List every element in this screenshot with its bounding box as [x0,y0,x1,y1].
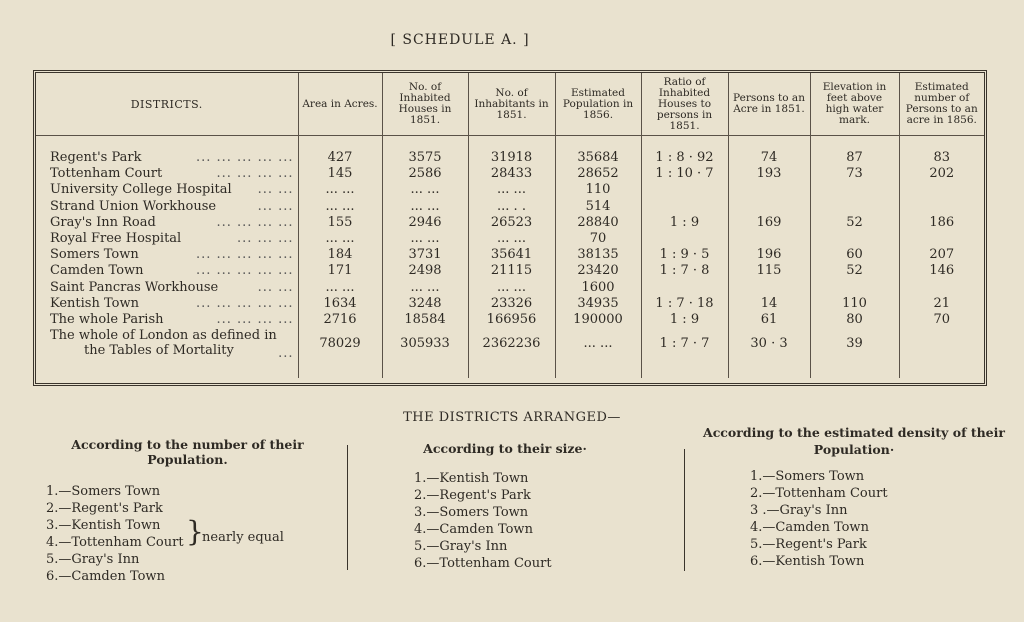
cell-area: ... ... [298,280,382,296]
cell-est: 35684 [555,136,641,167]
header-persons-acre: Persons to an Acre in 1851. [728,73,810,136]
cell-inhabitants: 2362236 [468,328,555,378]
cell-elev: 39 [810,328,899,378]
district-name-cell [36,199,298,215]
column-divider [347,445,348,570]
table-row [36,215,984,231]
cell-per-acre: 74 [728,136,810,167]
cell-ratio: 1 : 9 · 5 [641,247,728,263]
list-item: 6.—Tottenham Court [414,556,552,571]
leader-dots: ... ... [257,182,294,198]
cell-elev: 110 [810,296,899,312]
list-item: 4.—Camden Town [750,520,869,535]
cell-ratio [641,280,728,296]
cell-inhabitants: 26523 [468,215,555,231]
district-name-cell [36,166,298,182]
cell-per-acre [728,199,810,215]
cell-ratio: 1 : 10 · 7 [641,166,728,182]
schedule-title: [ SCHEDULE A. ] [390,32,530,48]
list-item: 4.—Tottenham Court [46,535,184,550]
district-name-cell [36,182,298,198]
cell-est-acre: 207 [929,247,955,263]
cell-houses: 3575 [382,136,468,167]
cell-elev: 73 [810,166,899,182]
district-name-cell [36,296,298,312]
cell-est-acre: 186 [929,214,955,230]
district-name: Camden Town [50,263,144,279]
list-item: 3.—Kentish Town [46,518,161,533]
cell-est-acre [899,280,984,296]
header-est-population: Estimated Population in 1856. [555,73,641,136]
district-name-continued: the Tables of Mortality [84,343,234,359]
cell-area: ... ... [298,182,382,198]
cell-est-acre [899,231,984,247]
cell-area: 2716 [298,312,382,328]
list-item: 1.—Somers Town [46,484,161,499]
cell-per-acre: 14 [728,296,810,312]
cell-inhabitants: ... . . [468,199,555,215]
leader-dots: ... ... ... ... ... [195,247,294,263]
districts-table [36,73,984,378]
cell-houses: 2498 [382,263,468,279]
cell-elev [810,280,899,296]
district-name: Gray's Inn Road [50,214,156,230]
cell-est: 190000 [555,312,641,328]
nearly-equal-brace: } [186,515,204,548]
list-item: 2.—Regent's Park [46,501,163,516]
leader-dots: ... ... ... [237,231,294,247]
header-area: Area in Acres. [298,73,382,136]
cell-est-acre: 21 [933,295,951,311]
table-header-row [36,73,984,136]
cell-area: ... ... [298,199,382,215]
list-item: 6.—Kentish Town [750,554,865,569]
cell-elev [810,182,899,198]
header-districts: DISTRICTS. [36,73,298,136]
table-row [36,247,984,263]
population-heading: According to the number of their Population. [71,437,304,467]
leader-dots: ... [278,346,294,362]
table-row [36,280,984,296]
cell-per-acre [728,280,810,296]
cell-houses: 305933 [382,328,468,378]
district-name: The whole Parish [50,311,164,327]
table-row [36,182,984,198]
cell-per-acre: 193 [728,166,810,182]
cell-inhabitants: ... ... [468,231,555,247]
size-list [390,470,620,572]
cell-elev: 52 [810,215,899,231]
cell-elev: 52 [810,263,899,279]
nearly-equal-note: nearly equal [202,530,284,545]
cell-elev [810,199,899,215]
cell-est: 514 [555,199,641,215]
leader-dots: ... ... ... ... [216,166,294,182]
list-item: 5.—Gray's Inn [414,539,508,554]
cell-per-acre: 196 [728,247,810,263]
header-inhabitants: No. of Inhabitants in 1851. [468,73,555,136]
cell-per-acre: 115 [728,263,810,279]
cell-ratio: 1 : 9 [641,312,728,328]
cell-est-acre: 70 [933,311,951,327]
cell-ratio [641,182,728,198]
cell-elev: 87 [810,136,899,167]
cell-houses: 18584 [382,312,468,328]
table-row [36,312,984,328]
cell-inhabitants: 23326 [468,296,555,312]
cell-elev: 60 [810,247,899,263]
district-name-cell [36,328,298,378]
cell-est-acre: 146 [929,263,955,279]
cell-est: 23420 [555,263,641,279]
cell-per-acre [728,231,810,247]
cell-area: 184 [298,247,382,263]
district-name: University College Hospital [50,182,232,198]
district-name: Saint Pancras Workhouse [50,279,219,295]
cell-area: 155 [298,215,382,231]
cell-per-acre: 61 [728,312,810,328]
cell-elev: 80 [810,312,899,328]
cell-inhabitants: 166956 [468,312,555,328]
list-item: 2.—Regent's Park [414,488,531,503]
cell-houses: ... ... [382,199,468,215]
density-column [698,424,1010,570]
population-column [30,437,345,585]
district-name: Somers Town [50,247,139,263]
table-row [36,231,984,247]
list-item: 3.—Somers Town [414,505,529,520]
cell-houses: ... ... [382,182,468,198]
cell-est: 70 [555,231,641,247]
cell-area: 145 [298,166,382,182]
district-name: Tottenham Court [50,166,163,182]
list-item: 6.—Camden Town [46,569,165,584]
cell-est: ... ... [555,328,641,378]
size-column [390,441,620,572]
list-item: 3 .—Gray's Inn [750,503,848,518]
cell-per-acre: 30 · 3 [728,328,810,378]
cell-inhabitants: ... ... [468,182,555,198]
column-divider [684,449,685,571]
list-item: 1.—Kentish Town [414,471,529,486]
cell-est: 110 [555,182,641,198]
table-row [36,296,984,312]
cell-houses: 2586 [382,166,468,182]
cell-ratio: 1 : 8 · 92 [641,136,728,167]
cell-inhabitants: ... ... [468,280,555,296]
leader-dots: ... ... ... ... ... [195,295,294,311]
district-name-cell [36,231,298,247]
header-est-density: Estimated number of Persons to an acre in 1856. [899,73,984,136]
cell-est: 34935 [555,296,641,312]
cell-ratio: 1 : 9 [641,215,728,231]
cell-inhabitants: 28433 [468,166,555,182]
density-list [698,468,1010,570]
cell-per-acre: 169 [728,215,810,231]
district-name-cell [36,280,298,296]
cell-est: 28652 [555,166,641,182]
density-heading: According to the estimated density of their Population· [703,425,1005,457]
cell-houses: ... ... [382,280,468,296]
district-name-cell [36,312,298,328]
cell-area: 427 [298,136,382,167]
cell-area: 171 [298,263,382,279]
district-name: Kentish Town [50,295,139,311]
leader-dots: ... ... ... ... ... [195,150,294,166]
list-item: 5.—Gray's Inn [46,552,140,567]
cell-inhabitants: 35641 [468,247,555,263]
cell-houses: ... ... [382,231,468,247]
header-houses: No. of Inhabited Houses in 1851. [382,73,468,136]
table-row [36,199,984,215]
cell-area: 78029 [298,328,382,378]
header-elevation: Elevation in feet above high water mark. [810,73,899,136]
cell-est-acre [899,199,984,215]
cell-area: 1634 [298,296,382,312]
leader-dots: ... ... ... ... [216,311,294,327]
cell-est-acre [899,328,984,378]
leader-dots: ... ... ... ... [216,214,294,230]
cell-ratio [641,231,728,247]
cell-est: 1600 [555,280,641,296]
leader-dots: ... ... ... ... ... [195,263,294,279]
cell-inhabitants: 31918 [468,136,555,167]
cell-est-acre [899,182,984,198]
cell-houses: 3248 [382,296,468,312]
district-name: Strand Union Workhouse [50,198,217,214]
table-row [36,263,984,279]
cell-ratio [641,199,728,215]
leader-dots: ... ... [257,279,294,295]
cell-est: 28840 [555,215,641,231]
cell-ratio: 1 : 7 · 18 [641,296,728,312]
size-heading: According to their size· [423,441,587,456]
cell-houses: 3731 [382,247,468,263]
cell-houses: 2946 [382,215,468,231]
header-ratio: Ratio of Inhabited Houses to persons in 1851. [641,73,728,136]
cell-per-acre [728,182,810,198]
cell-est: 38135 [555,247,641,263]
district-name-cell [36,263,298,279]
district-name: Royal Free Hospital [50,231,182,247]
cell-area: ... ... [298,231,382,247]
district-name-cell [36,247,298,263]
district-name-cell [36,215,298,231]
table-row [36,328,984,378]
list-item: 1.—Somers Town [750,469,865,484]
cell-est-acre: 202 [929,166,955,182]
district-name-cell [36,136,298,167]
list-item: 4.—Camden Town [414,522,533,537]
table-row [36,136,984,167]
cell-est-acre: 83 [933,150,951,166]
cell-ratio: 1 : 7 · 8 [641,263,728,279]
arranged-heading: THE DISTRICTS ARRANGED— [403,410,621,425]
leader-dots: ... ... [257,198,294,214]
cell-inhabitants: 21115 [468,263,555,279]
cell-elev [810,231,899,247]
list-item: 5.—Regent's Park [750,537,867,552]
table-row [36,166,984,182]
district-name: Regent's Park [50,150,142,166]
list-item: 2.—Tottenham Court [750,486,888,501]
cell-ratio: 1 : 7 · 7 [641,328,728,378]
district-name: The whole of London as defined in [50,328,277,344]
